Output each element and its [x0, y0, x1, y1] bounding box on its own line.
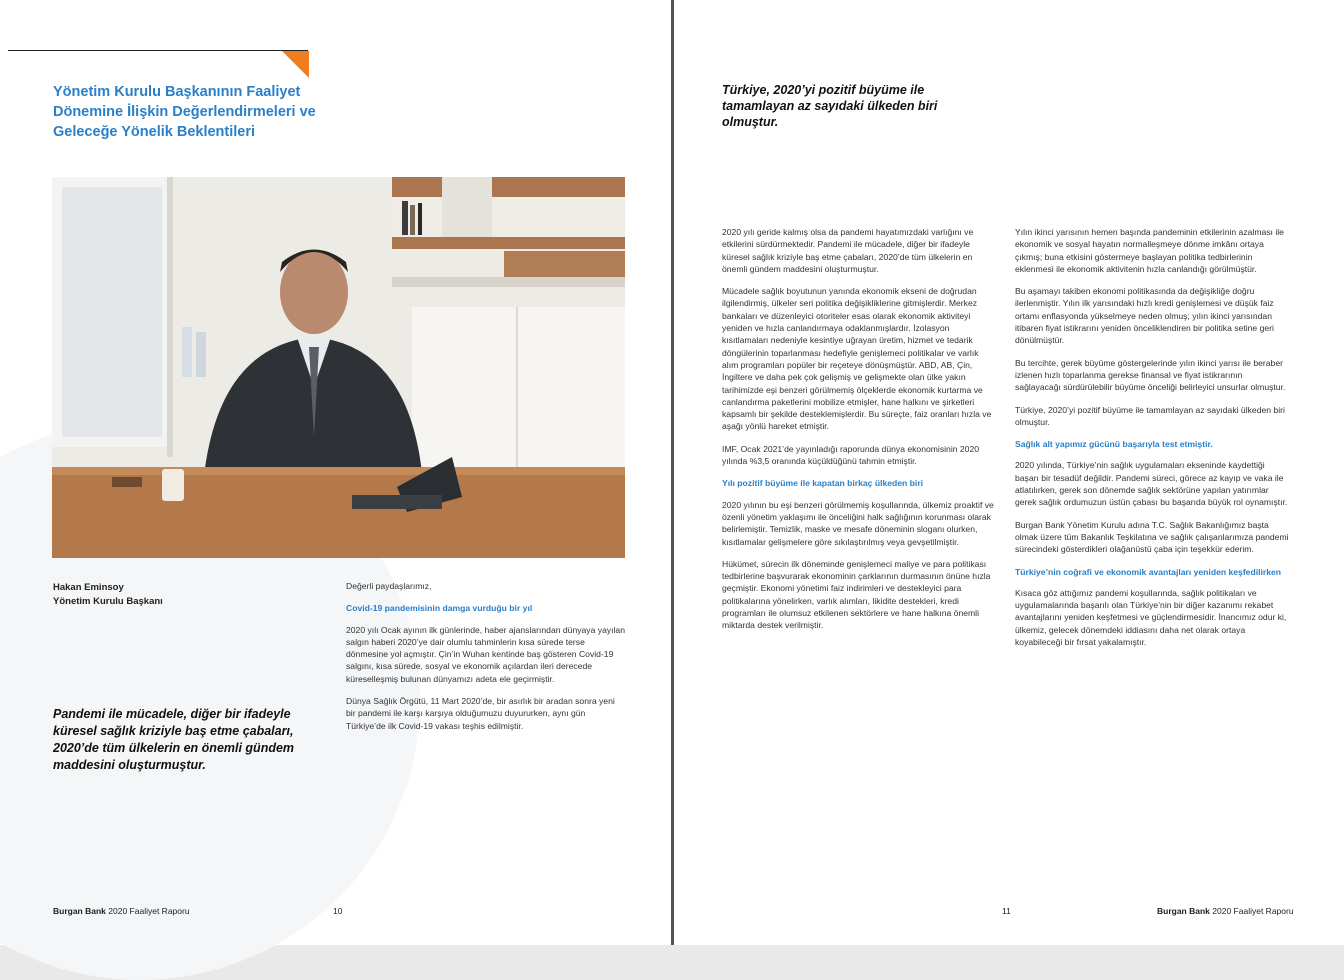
paragraph: 2020 yılı geride kalmış olsa da pandemi hayatımızdaki varlığını ve etkilerini sürdürmektedir. Pandemi ile mücadele, diğer bir ifadeyle küresel sağlık kriziyle baş etme çabaları, 2020’de tüm ülkelerin en önemli gündem maddesini oluşturmuştur.: [722, 227, 974, 274]
footer-report: 2020 Faaliyet Raporu: [108, 906, 190, 916]
subheading: Sağlık alt yapımız gücünü başarıyla test etmiştir.: [1015, 439, 1213, 450]
footer-brand: Burgan Bank: [53, 906, 106, 916]
chairman-photo: [52, 177, 625, 558]
pull-quote: Pandemi ile mücadele, diğer bir ifadeyle küresel sağlık kriziyle baş etme çabaları, 2020’de tüm ülkelerin en önemli gündem maddesini oluşturmuştur.: [53, 707, 295, 772]
footer-report: 2020 Faaliyet Raporu: [1212, 906, 1294, 916]
footer-brand: Burgan Bank: [1157, 906, 1210, 916]
paragraph: 2020 yılı Ocak ayının ilk günlerinde, haber ajanslarından dünyaya yayılan salgın haberi 2020’ye dair olumlu tahminlerin kısa sürede terse dönmesine yol açmıştır. Çin’in Wuhan kentinde baş gösteren Covid-19 salgını, kısa sürede, sosyal ve ekonomik açılardan ileri derecede küreselleşmiş bulunan dünyamızı adeta ele geçirmiştir.: [346, 624, 625, 684]
paragraph: Kısaca göz attığımız pandemi koşullarında, sağlık politikaları ve uygulamalarında başarılı olan Türkiye’nin bir diğer kazanımı rekabet avantajlarını yeniden keşfetmesi ve güçlendirmesidir. İnancımız odur ki, ülkemiz, gelecek dönemdeki iddiasını daha net olarak ortaya koyabileceği bir fırsat yakalamıştır.: [1015, 587, 1287, 648]
paragraph: Hükümet, sürecin ilk döneminde genişlemeci maliye ve para politikası tedbirlerine başvurarak ekonominin çarklarının durmasının önüne hızla geçmiştir. Ekonomi yönetimi faiz indirimleri ve destekleyici para politikalarına yönelirken, varlık alımları, likidite destekleri, kredi programları ile olumsuz etkilenen sektörlere ve hane halkına önemli miktarda destek verilmiştir.: [722, 558, 991, 631]
subheading: Yılı pozitif büyüme ile kapatan birkaç ülkeden biri: [722, 478, 924, 489]
paragraph: 2020 yılında, Türkiye’nin sağlık uygulamaları ekseninde kaydettiği başarı bir tesadüf değildir. Pandemi süreci, görece az kayıp ve vaka ile atlatılırken, gerek son dönemde sağlık sektörüne yapılan yatırımlar gerek sağlık ordumuzun üstün çabası bu başarıda büyük rol oynamıştır.: [1015, 460, 1288, 508]
page-number: 10: [333, 906, 343, 916]
paragraph: Bu aşamayı takiben ekonomi politikasında da değişikliğe doğru ilerlenmiştir. Yılın ilk yarısındaki hızlı kredi genişlemesi ve düşük faiz ortamı enflasyonda yükselmeye neden olmuş; yılın ikinci yarısından itibaren fiyat istikrarını yeniden önceliklendiren bir politika setine geri dönülmüştür.: [1015, 286, 1274, 346]
subheading: Covid-19 pandemisinin damga vurduğu bir yıl: [346, 603, 533, 614]
signature-name: Hakan Eminsoy: [53, 582, 124, 593]
signature-role: Yönetim Kurulu Başkanı: [53, 596, 163, 607]
paragraph: Mücadele sağlık boyutunun yanında ekonomik ekseni de doğrudan ilgilendirmiş, ülkeler seri politika değişikliklerine gitmişlerdir. Merkez bankaları ve düzenleyici otoriteler esas olarak ekonomik aktiviteyi yeniden ve hızla canlandırmaya odaklanmışlardır. İzolasyon kısıtlamaları nedeniyle kesintiye uğrayan üretim, hizmet ve tedarik döngülerinin toparlanması hedefiyle genişlemeci politikalar ve varlık alım programları popüler bir reçeteye dönüşmüştür. ABD, AB, Çin, İngiltere ve daha pek çok gelişmiş ve gelişmekte olan ülke yakın tarihimizde eşi benzeri görülmemiş ölçeklerde ekonomik kurtarma ve canlandırma paketlerini mobilize etmişler, hane halkını ve şirketleri kapsamlı bir şekilde desteklemişlerdir. Bu süreçte, faiz oranları hızla ve aşağı yönlü hareket etmiştir.: [722, 286, 992, 432]
paragraph: Yılın ikinci yarısının hemen başında pandeminin etkilerinin azalması ile ekonomik ve sosyal hayatın normalleşmeye dönme imkânı ortaya çıkmış; buna etkisini göstermeye başlayan politika tedbirlerinin eklenmesi ile ekonomik aktivitenin hızla canlandığı görülmüştür.: [1015, 227, 1284, 274]
top-rule: [8, 50, 308, 51]
greeting: Değerli paydaşlarımız,: [346, 581, 432, 591]
page-number: 11: [1002, 906, 1011, 916]
footer-brand-right: [1157, 906, 1294, 916]
highlight-quote: Türkiye, 2020’yi pozitif büyüme ile tamamlayan az sayıdaki ülkeden biri olmuştur.: [722, 83, 938, 129]
body-column-1: [722, 226, 996, 642]
paragraph: Bu tercihte, gerek büyüme göstergelerinde yılın ikinci yarısı ile beraber izlenen hızlı toparlanma gerekse finansal ve fiyat istikrarının sağlayacağı sürdürülebilir büyüme önceliği belirleyici unsurlar olmuştur.: [1015, 357, 1286, 393]
body-column-2: [1015, 226, 1290, 658]
subheading: Türkiye’nin coğrafi ve ekonomik avantajları yeniden keşfedilirken: [1015, 566, 1282, 577]
orange-corner-mark: [282, 51, 309, 78]
paragraph: Türkiye, 2020’yi pozitif büyüme ile tamamlayan az sayıdaki ülkeden biri olmuştur.: [1015, 404, 1285, 427]
footer-brand-left: [53, 906, 190, 916]
left-page: [0, 0, 671, 945]
section-title: Yönetim Kurulu Başkanının Faaliyet Dönemine İlişkin Değerlendirmeleri ve Geleceğe Yönelik Beklentileri: [53, 84, 316, 140]
body-column: [346, 580, 626, 742]
paragraph: Burgan Bank Yönetim Kurulu adına T.C. Sağlık Bakanlığımız başta olmak üzere tüm Bakanlık Teşkilatına ve sağlık çalışanlarımıza pandemi sürecindeki gösterdikleri olağanüstü çaba için teşekkür ederim.: [1015, 519, 1289, 555]
paragraph: 2020 yılının bu eşi benzeri görülmemiş koşullarında, ülkemiz proaktif ve özenli yönetim yaklaşımı ile önceliğini halk sağlığının korunması olarak belirlemiştir. Temizlik, maske ve mesafe döneminin sloganı olurken, kısıtlamalar gelişmelere göre sıkılaştırılmış veya gevşetilmiştir.: [722, 499, 994, 547]
paragraph: IMF, Ocak 2021’de yayınladığı raporunda dünya ekonomisinin 2020 yılında %3,5 oranında küçüldüğünü tahmin etmiştir.: [722, 443, 980, 467]
paragraph: Dünya Sağlık Örgütü, 11 Mart 2020’de, bir asırlık bir aradan sonra yeni bir pandemi ile karşı karşıya olduğumuzu duyururken, aynı gün Türkiye’de ilk Covid-19 vakası teşhis edilmiştir.: [346, 696, 615, 731]
